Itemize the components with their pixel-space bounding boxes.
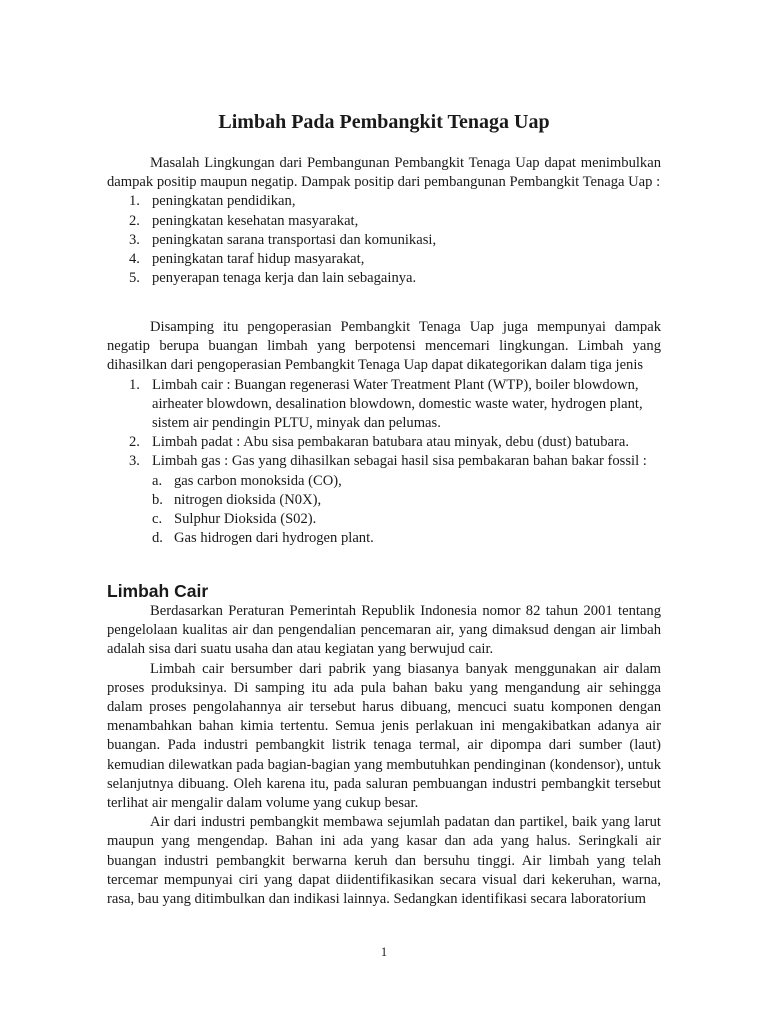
list-item-text: penyerapan tenaga kerja dan lain sebagainya. <box>152 270 417 287</box>
sublist-item <box>107 491 661 510</box>
positive-impact-list <box>107 192 661 288</box>
list-item-text: peningkatan taraf hidup masyarakat, <box>152 251 365 268</box>
list-item <box>107 192 661 211</box>
list-number: 5. <box>129 270 140 287</box>
sublist-letter: c. <box>152 511 163 528</box>
waste-paragraph: Disamping itu pengoperasian Pembangkit Tenaga Uap juga mempunyai dampak negatip berupa buangan limbah yang berpotensi mencemari lingkungan. Limbah yang dihasilkan dari pengoperasian Pembangkit Tenaga Uap dapat dikategorikan dalam tiga jenis <box>107 319 661 374</box>
list-number: 3. <box>129 453 140 470</box>
list-item <box>107 250 661 269</box>
intro-paragraph: Masalah Lingkungan dari Pembangunan Pembangkit Tenaga Uap dapat menimbulkan dampak positip maupun negatip. Dampak positip dari pembangunan Pembangkit Tenaga Uap : <box>107 155 661 191</box>
list-item <box>107 376 661 434</box>
list-item <box>107 231 661 250</box>
sublist-item <box>107 510 661 529</box>
list-number: 1. <box>129 376 140 393</box>
sublist-item-text: gas carbon monoksida (CO), <box>174 472 342 489</box>
list-item-text: Limbah padat : Abu sisa pembakaran batubara atau minyak, debu (dust) batubara. <box>152 434 629 451</box>
sublist-item-text: Gas hidrogen dari hydrogen plant. <box>174 530 374 547</box>
list-item <box>107 269 661 288</box>
body-paragraph: Air dari industri pembangkit membawa sejumlah padatan dan partikel, baik yang larut maupun yang mengendap. Bahan ini ada yang kasar dan ada yang halus. Seringkali air buangan industri pembangkit berwarna keruh dan bersuhu tinggi. Air limbah yang telah tercemar mempunyai ciri yang dapat diidentifikasikan secara visual dari kekeruhan, warna, rasa, bau yang ditimbulkan dan indikasi lainnya. Sedangkan identifikasi secara laboratorium <box>107 814 661 908</box>
sublist-item <box>107 472 661 491</box>
list-number: 3. <box>129 231 140 248</box>
page-number: 1 <box>380 945 388 959</box>
list-item <box>107 433 661 452</box>
sublist-letter: d. <box>152 530 163 547</box>
list-number: 2. <box>129 434 140 451</box>
page-title: Limbah Pada Pembangkit Tenaga Uap <box>218 111 550 133</box>
sublist-letter: b. <box>152 491 163 508</box>
gas-sublist <box>107 472 661 549</box>
waste-type-list <box>107 376 661 472</box>
list-number: 4. <box>129 251 140 268</box>
list-item-text: peningkatan sarana transportasi dan komunikasi, <box>152 231 437 248</box>
sublist-item-text: nitrogen dioksida (N0X), <box>174 491 322 508</box>
sublist-letter: a. <box>152 472 163 489</box>
list-item-text: peningkatan kesehatan masyarakat, <box>152 212 359 229</box>
list-item <box>107 452 661 471</box>
body-paragraph: Limbah cair bersumber dari pabrik yang biasanya banyak menggunakan air dalam proses produksinya. Di samping itu ada pula bahan baku yang mengandung air sehingga dalam proses pengolahannya air tersebut harus dibuang, mencuci suatu komponen dengan menambahkan bahan kimia tertentu. Semua jenis perlakuan ini mengakibatkan adanya air buangan. Pada industri pembangkit listrik tenaga termal, air dipompa dari sumber (laut) kemudian dilewatkan pada bagian-bagian yang membutuhkan pendinginan (kondensor), untuk selanjutnya dibuang. Oleh karena itu, pada saluran pembuangan industri pembangkit tersebut terlihat air mengalir dalam volume yang cukup besar. <box>107 660 661 812</box>
body-paragraph: Berdasarkan Peraturan Pemerintah Republik Indonesia nomor 82 tahun 2001 tentang pengelolaan kualitas air dan pengendalian pencemaran air, yang dimaksud dengan air limbah adalah sisa dari suatu usaha dan atau kegiatan yang berwujud cair. <box>107 603 661 658</box>
sublist-item-text: Sulphur Dioksida (S02). <box>174 511 317 528</box>
list-item-text: Limbah cair : Buangan regenerasi Water Treatment Plant (WTP), boiler blowdown, airheater blowdown, desalination blowdown, domestic waste water, hydrogen plant, sistem air pendingin PLTU, minyak dan pelumas. <box>152 376 643 432</box>
list-number: 1. <box>129 193 140 210</box>
waste-block <box>107 318 661 548</box>
section-body <box>107 602 661 909</box>
list-number: 2. <box>129 212 140 229</box>
list-item-text: peningkatan pendidikan, <box>152 193 296 210</box>
list-item-text: Limbah gas : Gas yang dihasilkan sebagai hasil sisa pembakaran bahan bakar fossil : <box>152 453 647 470</box>
sublist-item <box>107 529 661 548</box>
intro-block <box>107 154 661 288</box>
section-heading: Limbah Cair <box>107 581 209 601</box>
list-item <box>107 212 661 231</box>
